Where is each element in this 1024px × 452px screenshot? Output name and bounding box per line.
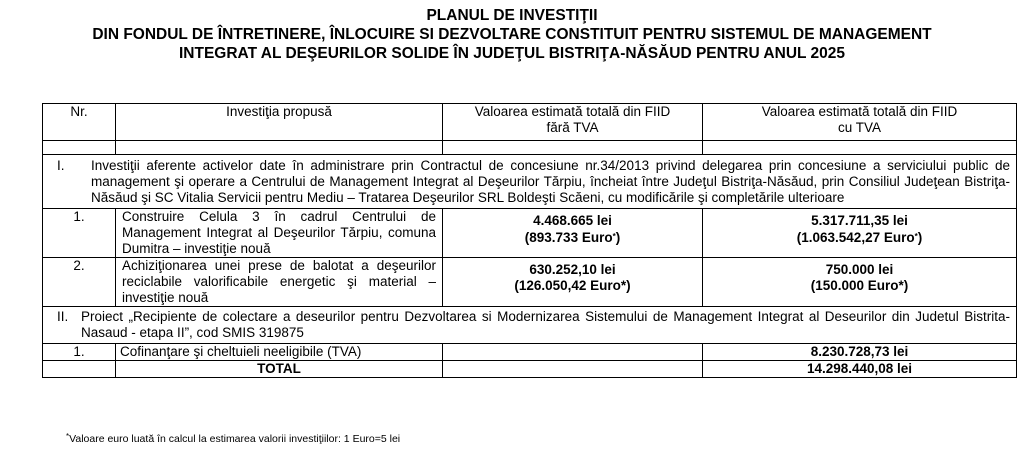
document-title: PLANUL DE INVESTIŢII: [426, 7, 598, 24]
footnote: *Valoare euro luată în calcul la estimarea valorii investiţiilor: 1 Euro=5 lei: [66, 432, 401, 445]
row-1-value-vat-euro: (1.063.542,27 Euro*): [796, 230, 923, 245]
total-value: 14.298.440,08 lei: [703, 361, 1017, 378]
row-2-description: Achiziţionarea unei prese de balotat a deşeurilor reciclabile valorificabile energetic şi material – investiţie nouă: [116, 258, 443, 307]
header-value-with-vat-l1: Valoarea estimată totală din FIID: [761, 104, 958, 119]
header-nr: Nr.: [43, 104, 116, 141]
document-subtitle-line-1: DIN FONDUL DE ÎNTRETINERE, ÎNLOCUIRE SI DEZVOLTARE CONSTITUIT PENTRU SISTEMUL DE MANAGEMENT: [92, 26, 932, 43]
header-value-without-vat-l2: fără TVA: [546, 120, 599, 135]
cofinancing-description: Cofinanţare şi cheltuieli neeligibile (TVA): [116, 344, 443, 361]
row-2-value-vat-lei: 750.000 lei: [825, 262, 894, 277]
header-value-without-vat-l1: Valoarea estimată totală din FIID: [474, 104, 671, 119]
row-2-value-lei: 630.252,10 lei: [529, 262, 616, 277]
cofinancing-row: [43, 344, 1017, 361]
section-2-number: II.: [57, 309, 69, 324]
row-1-value-lei: 4.468.665 lei: [533, 213, 612, 228]
section-1-cell: [43, 155, 1017, 209]
header-value-with-vat-l2: cu TVA: [837, 120, 882, 135]
total-label: TOTAL: [116, 361, 443, 378]
row-2-value-vat-euro: (150.000 Euro*): [810, 278, 909, 293]
investment-row-1: [43, 209, 1017, 258]
row-2-value-without-vat: [443, 258, 703, 307]
cofinancing-nr: 1.: [43, 344, 116, 361]
header-value-with-vat: [703, 104, 1017, 141]
section-2-text: Proiect „Recipiente de colectare a deseurilor pentru Dezvoltarea si Modernizarea Sistemului de Management Integrat al Deseurilor din Judetul Bistrita-Nasaud - etapa II”, cod SMIS 319875: [81, 309, 1010, 340]
row-1-value-without-vat: [443, 209, 703, 258]
section-1-text: Investiţii aferente activelor date în administrare prin Contractul de concesiune nr.34/2013 privind delegarea prin concesiune a serviciului public de management şi operare a Centrului de Management Integrat al Deşeurilor Tărpiu, încheiat între Judeţul Bistriţa-Năsăud, prin Consiliul Judeţean Bistriţa-Năsăud şi SC Vitalia Servicii pentru Mediu – Tratarea Deşeurilor SRL Boldeşti Scăeni, cu modificările şi completările ulterioare: [91, 158, 1010, 205]
row-1-value-with-vat: [703, 209, 1017, 258]
row-1-nr: 1.: [43, 209, 116, 258]
total-row: [43, 361, 1017, 378]
section-1-row: [43, 155, 1017, 209]
row-1-value-vat-lei: 5.317.711,35 lei: [811, 213, 908, 228]
investment-plan-table: [42, 103, 1017, 378]
header-investitia: Investiţia propusă: [116, 104, 443, 141]
row-2-value-euro: (126.050,42 Euro*): [514, 278, 631, 293]
header-value-without-vat: [443, 104, 703, 141]
cofinancing-value: 8.230.728,73 lei: [703, 344, 1017, 361]
section-1-number: I.: [57, 158, 65, 173]
row-2-nr: 2.: [43, 258, 116, 307]
row-1-value-euro: (893.733 Euro*): [524, 230, 621, 245]
section-2-row: [43, 307, 1017, 344]
section-2-cell: [43, 307, 1017, 344]
spacer-row: [43, 141, 1017, 155]
document-subtitle-line-2: INTEGRAT AL DEŞEURILOR SOLIDE ÎN JUDEŢUL BISTRIŢA-NĂSĂUD PENTRU ANUL 2025: [179, 45, 845, 62]
row-2-value-with-vat: [703, 258, 1017, 307]
header-row: [43, 104, 1017, 141]
investment-row-2: [43, 258, 1017, 307]
row-1-description: Construire Celula 3 în cadrul Centrului de Management Integrat al Deşeurilor Tărpiu, comuna Dumitra – investiţie nouă: [116, 209, 443, 258]
